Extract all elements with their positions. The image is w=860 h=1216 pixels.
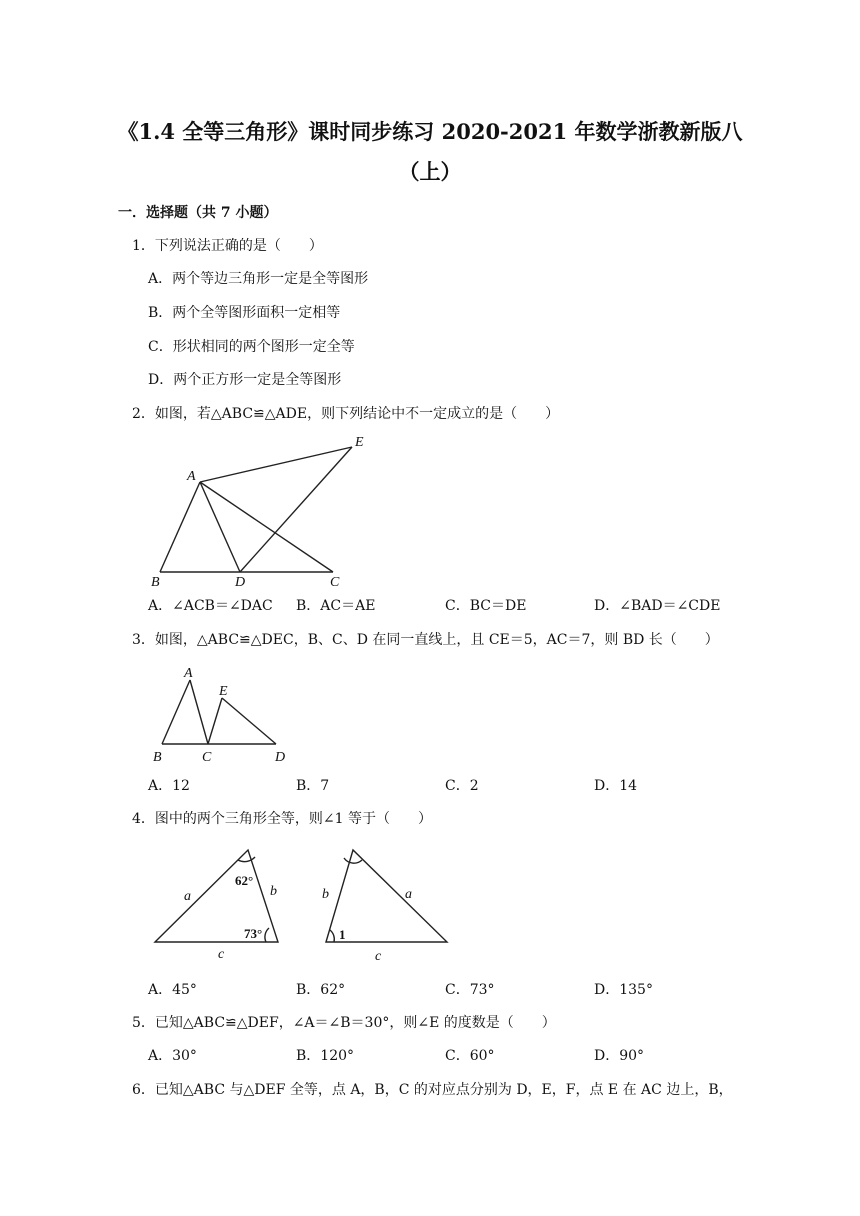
question-3-option-d: D．14 [594, 778, 638, 794]
q2-label-e: E [355, 435, 364, 450]
q4-left-label-c: c [218, 947, 225, 962]
question-1-option-a: A．两个等边三角形一定是全等图形 [148, 271, 369, 287]
question-6-stem: 6．已知△ABC 与△DEF 全等，点 A，B，C 的对应点分别为 D，E，F，点 E 在 AC 边上，B， [132, 1082, 733, 1098]
question-3-option-b: B．7 [296, 778, 330, 794]
q4-right-label-b: b [322, 887, 329, 902]
question-1-stem: 1．下列说法正确的是（ ） [132, 238, 323, 254]
question-4-stem: 4．图中的两个三角形全等，则∠1 等于（ ） [132, 811, 432, 827]
question-5-option-d: D．90° [594, 1048, 645, 1064]
question-5-option-c: C．60° [445, 1048, 495, 1064]
q3-label-e: E [219, 684, 228, 699]
q4-right-label-a: a [405, 887, 412, 902]
question-3-option-c: C．2 [445, 778, 479, 794]
question-5-option-b: B．120° [296, 1048, 355, 1064]
q2-label-c: C [330, 575, 340, 590]
q4-left-label-a: a [184, 889, 191, 904]
question-2-option-d: D．∠BAD＝∠CDE [594, 598, 721, 614]
question-2-option-a: A．∠ACB＝∠DAC [148, 598, 273, 614]
q3-label-c: C [202, 750, 212, 765]
question-2-stem: 2．如图，若△ABC≌△ADE，则下列结论中不一定成立的是（ ） [132, 406, 560, 422]
question-4-option-d: D．135° [594, 982, 653, 998]
question-4-option-a: A．45° [148, 982, 197, 998]
question-3-stem: 3．如图，△ABC≌△DEC，B、C、D 在同一直线上，且 CE＝5，AC＝7，则 BD 长（ ） [132, 632, 719, 648]
q4-angle-62: 62° [235, 873, 254, 888]
question-2-option-c: C．BC＝DE [445, 598, 527, 614]
q4-left-label-b: b [270, 884, 277, 899]
q3-label-d: D [275, 750, 286, 765]
q4-angle-73: 73° [244, 926, 263, 941]
question-1-option-b: B．两个全等图形面积一定相等 [148, 305, 341, 321]
question-5-option-a: A．30° [148, 1048, 197, 1064]
question-1-option-c: C．形状相同的两个图形一定全等 [148, 339, 355, 355]
section-heading: 一．选择题（共 7 小题） [118, 205, 278, 221]
page-title-line1: 《1.4 全等三角形》课时同步练习 2020-2021 年数学浙教新版八 [117, 119, 743, 144]
q4-right-label-c: c [375, 949, 382, 964]
question-4-option-b: B．62° [296, 982, 346, 998]
q2-label-a: A [187, 469, 196, 484]
question-1-option-d: D．两个正方形一定是全等图形 [148, 372, 342, 388]
page-title-line2: （上） [398, 159, 462, 184]
q4-angle-1: 1 [339, 927, 346, 942]
question-4-option-c: C．73° [445, 982, 495, 998]
question-2-option-b: B．AC＝AE [296, 598, 376, 614]
q3-label-b: B [153, 750, 162, 765]
q2-label-d: D [235, 575, 246, 590]
q2-label-b: B [151, 575, 160, 590]
q3-label-a: A [184, 666, 193, 681]
question-5-stem: 5．已知△ABC≌△DEF，∠A＝∠B＝30°，则∠E 的度数是（ ） [132, 1015, 556, 1031]
question-3-option-a: A．12 [148, 778, 190, 794]
